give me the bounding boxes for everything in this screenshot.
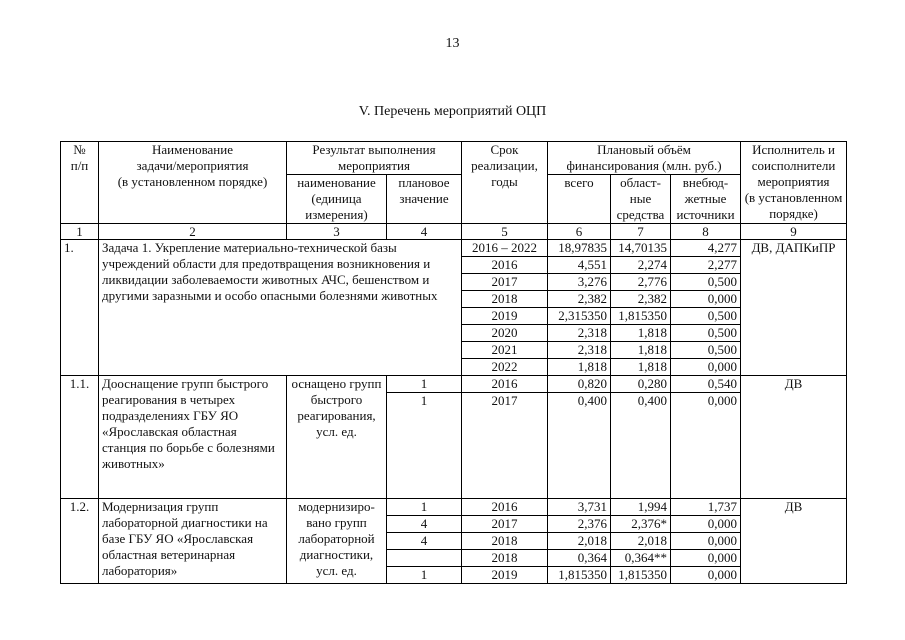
task1-regional: 1,815350: [611, 308, 671, 325]
task1-extra: 0,000: [671, 359, 741, 376]
item12-total: 2,376: [548, 516, 611, 533]
task1-regional: 2,274: [611, 257, 671, 274]
header-extra: внебюд- жетные источники: [671, 175, 741, 224]
section-title: V. Перечень мероприятий ОЦП: [358, 104, 547, 119]
header-result: Результат выполнения мероприятия: [287, 142, 462, 175]
measures-table: [60, 141, 847, 584]
task1-regional: 1,818: [611, 342, 671, 359]
item12-plan: 1: [387, 499, 462, 516]
item11-name: Дооснащение групп быстрого реагирования в четырех подразделениях ГБУ ЯО «Ярославская областная станция по борьбе с болезнями животных»: [99, 376, 287, 499]
item12-extra: 0,000: [671, 567, 741, 584]
header-result-plan: плановое значение: [387, 175, 462, 224]
task1-extra: 0,500: [671, 274, 741, 291]
item12-extra: 0,000: [671, 550, 741, 567]
item12-year: 2019: [462, 567, 548, 584]
column-number: 3: [287, 224, 387, 240]
item12-regional: 1,994: [611, 499, 671, 516]
task1-total: 2,318: [548, 342, 611, 359]
task1-num: 1.: [61, 240, 99, 376]
item12-regional: 2,018: [611, 533, 671, 550]
column-number: 6: [548, 224, 611, 240]
task1-extra: 0,500: [671, 325, 741, 342]
item11-extra: 0,540: [671, 376, 741, 393]
task1-year: 2016: [462, 257, 548, 274]
item12-regional: 2,376*: [611, 516, 671, 533]
item12-year: 2016: [462, 499, 548, 516]
task1-year: 2020: [462, 325, 548, 342]
task1-total: 4,551: [548, 257, 611, 274]
header-num: № п/п: [61, 142, 99, 224]
item11-plan: 1: [387, 393, 462, 499]
header-total: всего: [548, 175, 611, 224]
task1-total: 18,97835: [548, 240, 611, 257]
item12-year: 2017: [462, 516, 548, 533]
task1-extra: 4,277: [671, 240, 741, 257]
table-row: [61, 240, 847, 257]
item12-executor: ДВ: [741, 499, 847, 584]
item12-total: 2,018: [548, 533, 611, 550]
column-number: 2: [99, 224, 287, 240]
task1-extra: 2,277: [671, 257, 741, 274]
task1-extra: 0,500: [671, 308, 741, 325]
item11-num: 1.1.: [61, 376, 99, 499]
task1-year: 2016 – 2022: [462, 240, 548, 257]
header-executor: Исполнитель и соисполнители мероприятия (в установленном порядке): [741, 142, 847, 224]
header-term: Срок реализации, годы: [462, 142, 548, 224]
task1-executor: ДВ, ДАПКиПР: [741, 240, 847, 376]
table-row: [61, 499, 847, 516]
page-number: 13: [445, 36, 460, 51]
task1-extra: 0,000: [671, 291, 741, 308]
column-number: 9: [741, 224, 847, 240]
task1-regional: 2,382: [611, 291, 671, 308]
task1-total: 2,318: [548, 325, 611, 342]
item12-year: 2018: [462, 533, 548, 550]
task1-total: 1,818: [548, 359, 611, 376]
item11-total: 0,820: [548, 376, 611, 393]
item12-plan: 4: [387, 516, 462, 533]
item12-plan: [387, 550, 462, 567]
item12-regional: 0,364**: [611, 550, 671, 567]
table-row: [61, 376, 847, 393]
item11-regional: 0,280: [611, 376, 671, 393]
task1-total: 2,315350: [548, 308, 611, 325]
column-number: 1: [61, 224, 99, 240]
task1-regional: 1,818: [611, 359, 671, 376]
table-header-row: [61, 142, 847, 175]
item12-total: 0,364: [548, 550, 611, 567]
column-numbers-row: [61, 224, 847, 240]
column-number: 5: [462, 224, 548, 240]
task1-year: 2021: [462, 342, 548, 359]
header-regional: област- ные средства: [611, 175, 671, 224]
column-number: 8: [671, 224, 741, 240]
column-number: 4: [387, 224, 462, 240]
item12-total: 3,731: [548, 499, 611, 516]
task1-year: 2017: [462, 274, 548, 291]
item11-year: 2016: [462, 376, 548, 393]
item12-extra: 0,000: [671, 516, 741, 533]
item11-extra: 0,000: [671, 393, 741, 499]
column-number: 7: [611, 224, 671, 240]
item12-total: 1,815350: [548, 567, 611, 584]
task1-year: 2022: [462, 359, 548, 376]
task1-name: Задача 1. Укрепление материально-технической базы учреждений области для предотвращения возникновения и ликвидации заболеваемости животных АЧС, бешенством и другими заразными и особо опасными болезнями животных: [99, 240, 462, 376]
header-name: Наименование задачи/мероприятия (в установленном порядке): [99, 142, 287, 224]
task1-extra: 0,500: [671, 342, 741, 359]
task1-regional: 1,818: [611, 325, 671, 342]
item11-result: оснащено групп быстрого реагирования, усл. ед.: [287, 376, 387, 499]
item12-num: 1.2.: [61, 499, 99, 584]
task1-year: 2019: [462, 308, 548, 325]
task1-total: 3,276: [548, 274, 611, 291]
item12-year: 2018: [462, 550, 548, 567]
item12-extra: 0,000: [671, 533, 741, 550]
item12-regional: 1,815350: [611, 567, 671, 584]
item12-name: Модернизация групп лабораторной диагностики на базе ГБУ ЯО «Ярославская областная ветеринарная лаборатория»: [99, 499, 287, 584]
task1-total: 2,382: [548, 291, 611, 308]
header-result-name: наименование (единица измерения): [287, 175, 387, 224]
item12-result: модернизиро-вано групп лабораторной диагностики, усл. ед.: [287, 499, 387, 584]
task1-regional: 2,776: [611, 274, 671, 291]
item11-plan: 1: [387, 376, 462, 393]
item11-year: 2017: [462, 393, 548, 499]
item12-extra: 1,737: [671, 499, 741, 516]
item11-executor: ДВ: [741, 376, 847, 499]
header-finance: Плановый объём финансирования (млн. руб.): [548, 142, 741, 175]
item12-plan: 1: [387, 567, 462, 584]
item11-regional: 0,400: [611, 393, 671, 499]
item11-total: 0,400: [548, 393, 611, 499]
task1-regional: 14,70135: [611, 240, 671, 257]
item12-plan: 4: [387, 533, 462, 550]
task1-year: 2018: [462, 291, 548, 308]
